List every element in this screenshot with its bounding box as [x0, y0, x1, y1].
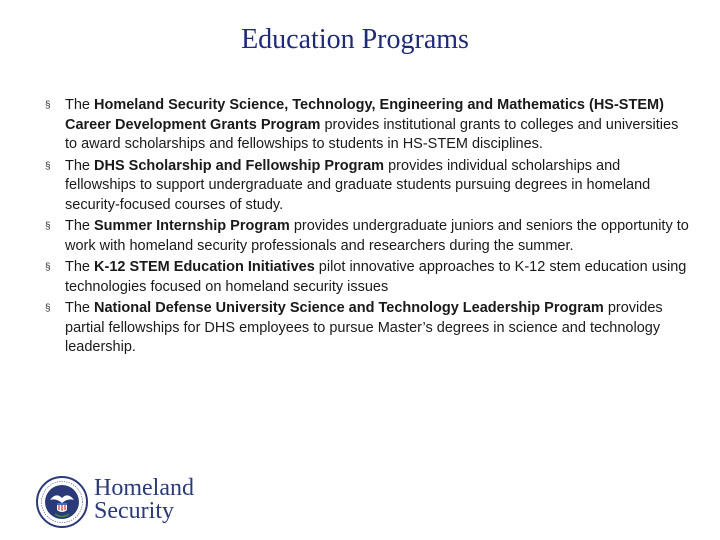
logo-wordmark: [94, 477, 194, 523]
bullet-prefix: The: [65, 218, 95, 234]
bullet-item: [45, 299, 690, 358]
program-name: DHS Scholarship and Fellowship Program: [94, 157, 385, 174]
bullet-prefix: The: [65, 259, 95, 275]
bullet-prefix: The: [65, 97, 95, 113]
bullet-prefix: The: [65, 157, 95, 174]
bullet-icon: §: [45, 303, 51, 314]
program-description: provides individual scholarships and fellowships to support undergraduate and graduate students pursuing degrees in homeland security-focused courses of study.: [65, 157, 651, 213]
logo-line-homeland: Homeland: [94, 475, 194, 501]
bullet-item: [45, 96, 690, 155]
bullet-icon: §: [45, 160, 51, 172]
program-name: Summer Internship Program: [94, 218, 290, 234]
dhs-logo: [36, 474, 236, 530]
bullet-icon: §: [45, 221, 51, 232]
bullet-item: [45, 217, 690, 256]
program-description: pilot innovative approaches to K-12 stem education using technologies focused on homeland security issues: [65, 259, 687, 295]
bullet-item: [45, 157, 690, 216]
dhs-seal-icon: [36, 476, 88, 528]
bullet-item: [45, 258, 690, 297]
logo-line-security: Security: [94, 498, 174, 524]
program-name: Homeland Security Science, Technology, Engineering and Mathematics (HS-STEM) Career Development Grants Program: [65, 97, 664, 133]
slide-title: Education Programs: [241, 24, 469, 55]
program-name: K-12 STEM Education Initiatives: [94, 259, 315, 275]
program-description: provides institutional grants to colleges and universities to award scholarships and fellowships to students in HS-STEM disciplines.: [65, 116, 679, 152]
bullet-list: [45, 96, 690, 360]
program-description: provides undergraduate juniors and seniors the opportunity to work with homeland security professionals and researchers during the summer.: [65, 218, 689, 254]
program-name: National Defense University Science and Technology Leadership Program: [94, 300, 604, 316]
bullet-icon: §: [45, 262, 51, 273]
program-description: provides partial fellowships for DHS employees to pursue Master’s degrees in science and technology leadership.: [65, 300, 663, 355]
bullet-prefix: The: [65, 300, 95, 316]
bullet-icon: §: [45, 100, 51, 111]
